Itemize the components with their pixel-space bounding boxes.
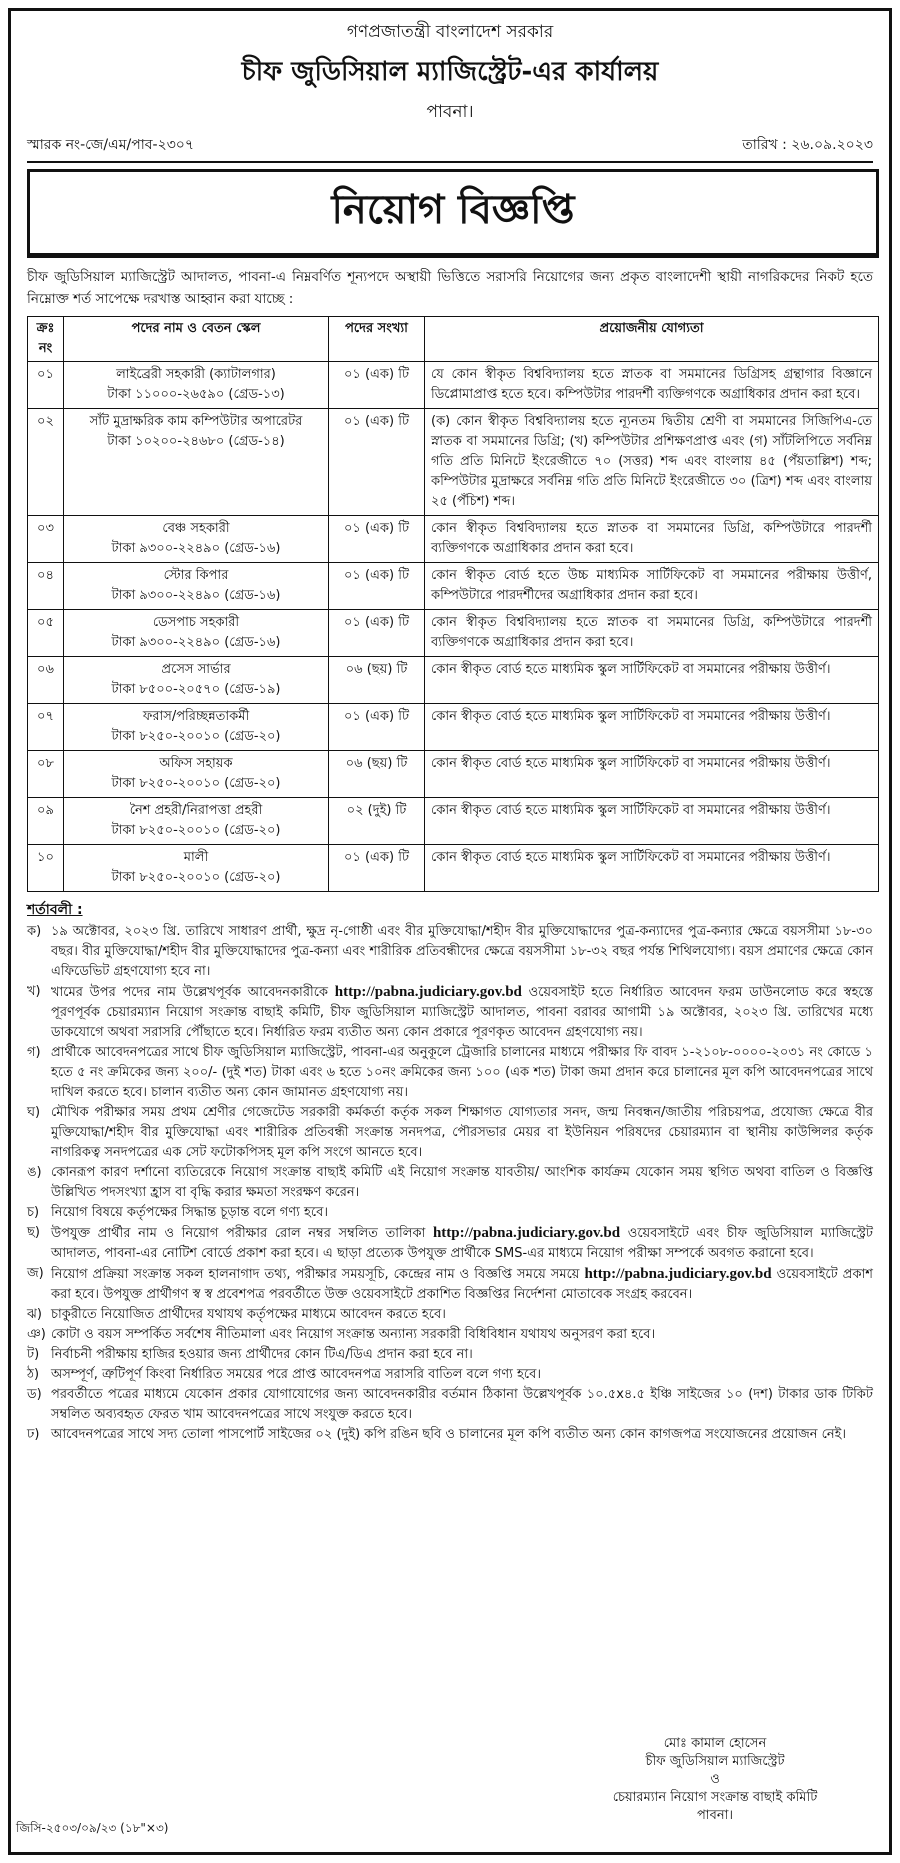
row-qualification: কোন স্বীকৃত বিশ্ববিদ্যালয় হতে স্নাতক বা সমমানের ডিগ্রি, কম্পিউটারে পারদর্শী ব্যক্তিগণকে অগ্রাধিকার প্রদান করা হবে। xyxy=(425,516,879,563)
condition-body xyxy=(51,1223,873,1264)
row-qualification: (ক) কোন স্বীকৃত বিশ্ববিদ্যালয় হতে ন্যূনতম দ্বিতীয় শ্রেণী বা সমমানের সিজিপিএ-তে স্নাতক বা সমমানের ডিগ্রি; (খ) কম্পিউটার প্রশিক্ষণপ্রাপ্ত এবং (গ) সাঁটলিপিতে সর্বনিম্ন গতি প্রতি মিনিটে ইংরেজীতে ৭০ (সত্তর) শব্দ এবং বাংলায় ৪৫ (পঁয়তাল্লিশ) শব্দ; কম্পিউটার মুদ্রাক্ষরে সর্বনিম্ন গতি প্রতি মিনিটে ইংরেজীতে ৩০ (ত্রিশ) শব্দ এবং বাংলায় ২৫ (পঁচিশ) শব্দ। xyxy=(425,409,879,516)
condition-text: মৌখিক পরীক্ষার সময় প্রথম শ্রেণীর গেজেটেড সরকারী কর্মকর্তা কর্তৃক সকল শিক্ষাগত যোগ্যতার সনদ, জন্ম নিবন্ধন/জাতীয় পরিচয়পত্র, প্রযোজ্য ক্ষেত্রে বীর মুক্তিযোদ্ধা/শহীদ বীর মুক্তিযোদ্ধা এবং শারীরিক প্রতিবন্ধী সংক্রান্ত সনদপত্র, পৌরসভার মেয়র বা ইউনিয়ন পরিষদের চেয়ারম্যান বা স্থানীয় কাউন্সিলর কর্তৃক নাগরিকত্ব সনদপত্রের এক সেট ফটোকপিসহ মূল কপি সংগে আনতে হবে। xyxy=(51,1105,873,1160)
pay-scale: টাকা ৯৩০০-২২৪৯০ (গ্রেড-১৬) xyxy=(111,635,281,650)
row-serial: ০১ xyxy=(28,362,64,409)
row-serial: ০৩ xyxy=(28,516,64,563)
signatory-and: ও xyxy=(710,1772,720,1787)
condition-marker: ঢ) xyxy=(27,1427,40,1442)
condition-marker: খ) xyxy=(27,984,41,999)
table-row xyxy=(28,516,879,563)
condition-text: আবেদনপত্রের সাথে সদ্য তোলা পাসপোর্ট সাইজের ০২ (দুই) কপি রঙিন ছবি ও চালানের মূল কপি ব্যতীত অন্য কোন কাগজপত্র সংযোজনের প্রয়োজন নেই। xyxy=(51,1427,847,1442)
condition-text-pre: খামের উপর পদের নাম উল্লেখপূর্বক আবেদনকারীকে xyxy=(51,985,335,1000)
pay-scale: টাকা ১১০০০-২৬৫৯০ (গ্রেড-১৩) xyxy=(107,387,285,402)
row-post xyxy=(64,362,329,409)
condition-item xyxy=(27,1163,873,1203)
condition-text: ১৯ অক্টোবর, ২০২৩ খ্রি. তারিখে সাধারণ প্রার্থী, ক্ষুদ্র নৃ-গোষ্ঠী এবং বীর মুক্তিযোদ্ধা/শহীদ বীর মুক্তিযোদ্ধাদের পুত্র-কন্যাদের পুত্র-কন্যার ক্ষেত্রে বয়সসীমা ১৮-৩০ বছর। বীর মুক্তিযোদ্ধা/শহীদ বীর মুক্তিযোদ্ধাদের পুত্র-কন্যা এবং শারীরিক প্রতিবন্ধীদের ক্ষেত্রে বয়সসীমা ১৮-৩২ বছর পর্যন্ত শিথিলযোগ্য। বয়স প্রমাণের ক্ষেত্রে কোন এফিডেভিট গ্রহণযোগ্য হবে না। xyxy=(51,924,873,979)
condition-item xyxy=(27,1365,873,1385)
table-row xyxy=(28,610,879,657)
header-count: পদের সংখ্যা xyxy=(329,317,425,362)
row-qualification: কোন স্বীকৃত বোর্ড হতে মাধ্যমিক স্কুল সার্টিফিকেট বা সমমানের পরীক্ষায় উত্তীর্ণ। xyxy=(425,657,879,704)
row-qualification: কোন স্বীকৃত বিশ্ববিদ্যালয় হতে স্নাতক বা সমমানের ডিগ্রি, কম্পিউটারে পারদর্শী ব্যক্তিগণকে অগ্রাধিকার প্রদান করা হবে। xyxy=(425,610,879,657)
conditions-heading: শর্তাবলী : xyxy=(27,902,83,918)
table-row xyxy=(28,704,879,751)
table-row xyxy=(28,751,879,798)
condition-item xyxy=(27,1264,873,1305)
row-post xyxy=(64,657,329,704)
row-serial: ০৬ xyxy=(28,657,64,704)
condition-item xyxy=(27,1325,873,1345)
condition-item xyxy=(27,1043,873,1103)
header-qualification: প্রয়োজনীয় যোগ্যতা xyxy=(425,317,879,362)
memo-number: স্মারক নং-জে/এম/পাব-২৩০৭ xyxy=(27,137,195,153)
condition-item xyxy=(27,1385,873,1425)
row-qualification: যে কোন স্বীকৃত বিশ্ববিদ্যালয় হতে স্নাতক বা সমমানের ডিগ্রিসহ গ্রন্থাগার বিজ্ঞানে ডিপ্লোমাপ্রাপ্ত হতে হবে। কম্পিউটার পারদর্শী ব্যক্তিগণকে অগ্রাধিকার প্রদান করা হবে। xyxy=(425,362,879,409)
row-post xyxy=(64,516,329,563)
condition-text: নিয়োগ বিষয়ে কর্তৃপক্ষের সিদ্ধান্ত চূড়ান্ত বলে গণ্য হবে। xyxy=(51,1205,328,1220)
row-serial: ০৪ xyxy=(28,563,64,610)
condition-marker: জ) xyxy=(27,1266,44,1281)
condition-text: অসম্পূর্ণ, ত্রুটিপূর্ণ কিংবা নির্ধারিত সময়ের পরে প্রাপ্ত আবেদনপত্র সরাসরি বাতিল বলে গণ্য হবে। xyxy=(51,1367,541,1382)
table-row xyxy=(28,845,879,892)
table-row xyxy=(28,362,879,409)
row-count: ০৬ (ছয়) টি xyxy=(329,657,425,704)
post-name: সাঁট মুদ্রাক্ষরিক কাম কম্পিউটার অপারেটর xyxy=(89,414,303,429)
header-post: পদের নাম ও বেতন স্কেল xyxy=(64,317,329,362)
row-post xyxy=(64,563,329,610)
row-post xyxy=(64,845,329,892)
pay-scale: টাকা ৮২৫০-২০০১০ (গ্রেড-২০) xyxy=(111,823,281,838)
row-qualification: কোন স্বীকৃত বোর্ড হতে মাধ্যমিক স্কুল সার্টিফিকেট বা সমমানের পরীক্ষায় উত্তীর্ণ। xyxy=(425,845,879,892)
notice-page xyxy=(8,8,892,1855)
condition-item xyxy=(27,1103,873,1163)
intro-paragraph: চীফ জুডিসিয়াল ম্যাজিস্ট্রেট আদালত, পাবনা-এ নিম্নবর্ণিত শূন্যপদে অস্থায়ী ভিত্তিতে সরাসরি নিয়োগের জন্য প্রকৃত বাংলাদেশী স্থায়ী নাগরিকদের নিকট হতে নিম্নোক্ত শর্ত সাপেক্ষে দরখাস্ত আহ্বান করা যাচ্ছে : xyxy=(27,269,873,307)
condition-item xyxy=(27,1425,873,1445)
condition-marker: চ) xyxy=(27,1205,40,1220)
post-name: স্টোর কিপার xyxy=(163,568,229,583)
table-header-row xyxy=(28,317,879,362)
signatory-name: মোঃ কামাল হোসেন xyxy=(663,1736,767,1751)
condition-text: নির্বাচনী পরীক্ষায় হাজির হওয়ার জন্য প্রার্থীদের কোন টিএ/ডিএ প্রদান করা হবে না। xyxy=(51,1347,473,1362)
government-name: গণপ্রজাতন্ত্রী বাংলাদেশ সরকার xyxy=(346,22,554,42)
row-serial: ০২ xyxy=(28,409,64,516)
post-name: লাইব্রেরী সহকারী (ক্যাটালগার) xyxy=(116,367,276,382)
row-qualification: কোন স্বীকৃত বোর্ড হতে উচ্চ মাধ্যমিক সার্টিফিকেট বা সমমানের পরীক্ষায় উত্তীর্ণ, কম্পিউটারে পারদর্শীদের অগ্রাধিকার প্রদান করা হবে। xyxy=(425,563,879,610)
condition-marker: ছ) xyxy=(27,1225,40,1240)
pay-scale: টাকা ১০২০০-২৪৬৮০ (গ্রেড-১৪) xyxy=(107,434,285,449)
row-count: ০১ (এক) টি xyxy=(329,704,425,751)
row-serial: ১০ xyxy=(28,845,64,892)
condition-marker: ঝ) xyxy=(27,1307,42,1322)
condition-text: পরবর্তীতে পত্রের মাধ্যমে যেকোন প্রকার যোগাযোগের জন্য আবেদনকারীর বর্তমান ঠিকানা উল্লেখপূর্বক ১০.৫x৪.৫ ইঞ্চি সাইজের ১০ (দশ) টাকার ডাক টিকিট সম্বলিত অব্যবহৃত ফেরত খাম আবেদনপত্রের সাথে সংযুক্ত করতে হবে। xyxy=(51,1387,873,1422)
row-post xyxy=(64,704,329,751)
condition-text: প্রার্থীকে আবেদনপত্রের সাথে চীফ জুডিসিয়াল ম্যাজিস্ট্রেট, পাবনা-এর অনুকূলে ট্রেজারি চালানের মাধ্যমে পরীক্ষার ফি বাবদ ১-২১০৮-০০০০-২০৩১ নং কোডে ১ হতে ৫ নং ক্রমিকের জন্য ২০০/- (দুই শত) টাকা এবং ৬ হতে ১০নং ক্রমিকের জন্য ১০০ (এক শত) টাকা জমা প্রদান করে চালানের মূল কপি আবেদনপত্রের সাথে দাখিল করতে হবে। চালান ব্যতীত অন্য কোন জামানত গ্রহণযোগ্য নয়। xyxy=(51,1045,873,1100)
row-count: ০২ (দুই) টি xyxy=(329,798,425,845)
pay-scale: টাকা ৮৫০০-২০৫৭০ (গ্রেড-১৯) xyxy=(111,682,281,697)
row-count: ০৬ (ছয়) টি xyxy=(329,751,425,798)
row-post xyxy=(64,751,329,798)
post-name: অফিস সহায়ক xyxy=(159,756,233,771)
condition-text: কোনরূপ কারণ দর্শানো ব্যতিরেকে নিয়োগ সংক্রান্ত বাছাই কমিটি এই নিয়োগ সংক্রান্ত যাবতীয়/ আংশিক কার্যক্রম যেকোন সময় স্থগিত অথবা বাতিল ও বিজ্ঞপ্তি উল্লিখিত পদসংখ্যা হ্রাস বা বৃদ্ধি করার ক্ষমতা সংরক্ষণ করেন। xyxy=(51,1165,873,1200)
memo-row xyxy=(27,133,873,163)
table-row xyxy=(28,798,879,845)
pay-scale: টাকা ৮২৫০-২০০১০ (গ্রেড-২০) xyxy=(111,729,281,744)
condition-text: ওয়েবসাইটে প্রকাশ করা হবে। উপযুক্ত প্রার্থীগণ স্ব স্ব প্রবেশপত্র পরবর্তীতে উক্ত ওয়েবসাইটে প্রকাশিত বিজ্ঞপ্তির নির্দেশনা মোতাবেক সংগ্রহ করবেন। xyxy=(51,1267,873,1302)
condition-text: ওয়েবসাইট হতে নির্ধারিত আবেদন ফরম ডাউনলোড করে স্বহস্তে পূরণপূর্বক চেয়ারম্যান নিয়োগ সংক্রান্ত বাছাই কমিটি, চীফ জুডিসিয়াল ম্যাজিস্ট্রেট আদালত, পাবনা বরাবর আগামী ১৯ অক্টোবর, ২০২৩ খ্রি. তারিখের মধ্যে ডাকযোগে অথবা সরাসরি পৌঁছাতে হবে। নির্ধারিত ফরম ব্যতীত অন্য কোন প্রকারে পূরণকৃত আবেদন গ্রহণযোগ্য নয়। xyxy=(51,985,873,1040)
website-link[interactable]: http://pabna.judiciary.gov.bd xyxy=(432,1225,621,1241)
row-post xyxy=(64,798,329,845)
signatory-city: পাবনা। xyxy=(696,1808,733,1823)
table-row xyxy=(28,409,879,516)
condition-text: চাকুরীতে নিয়োজিত প্রার্থীদের যথাযথ কর্তৃপক্ষের মাধ্যমে আবেদন করতে হবে। xyxy=(51,1307,446,1322)
row-qualification: কোন স্বীকৃত বোর্ড হতে মাধ্যমিক স্কুল সার্টিফিকেট বা সমমানের পরীক্ষায় উত্তীর্ণ। xyxy=(425,798,879,845)
condition-marker: ঙ) xyxy=(27,1165,42,1180)
row-qualification: কোন স্বীকৃত বোর্ড হতে মাধ্যমিক স্কুল সার্টিফিকেট বা সমমানের পরীক্ষায় উত্তীর্ণ। xyxy=(425,704,879,751)
row-post xyxy=(64,610,329,657)
row-qualification: কোন স্বীকৃত বোর্ড হতে মাধ্যমিক স্কুল সার্টিফিকেট বা সমমানের পরীক্ষায় উত্তীর্ণ। xyxy=(425,751,879,798)
website-link[interactable]: http://pabna.judiciary.gov.bd xyxy=(584,1266,772,1282)
signatory-committee: চেয়ারম্যান নিয়োগ সংক্রান্ত বাছাই কমিটি xyxy=(612,1790,818,1805)
table-row xyxy=(28,657,879,704)
post-name: ফরাস/পরিচ্ছন্নতাকর্মী xyxy=(142,709,250,724)
condition-item xyxy=(27,982,873,1043)
row-count: ০১ (এক) টি xyxy=(329,563,425,610)
condition-body xyxy=(51,1264,873,1305)
row-count: ০১ (এক) টি xyxy=(329,845,425,892)
condition-marker: ঠ) xyxy=(27,1367,40,1382)
row-count: ০১ (এক) টি xyxy=(329,516,425,563)
row-count: ০১ (এক) টি xyxy=(329,362,425,409)
row-post xyxy=(64,409,329,516)
vacancy-table xyxy=(27,316,879,892)
row-count: ০১ (এক) টি xyxy=(329,610,425,657)
website-link[interactable]: http://pabna.judiciary.gov.bd xyxy=(334,984,522,1000)
pay-scale: টাকা ৯৩০০-২২৪৯০ (গ্রেড-১৬) xyxy=(111,588,281,603)
condition-text-pre: নিয়োগ প্রক্রিয়া সংক্রান্ত সকল হালনাগাদ তথ্য, পরীক্ষার সময়সূচি, কেন্দ্রের নাম ও বিজ্ঞপ্তি সময়ে সময়ে xyxy=(51,1267,585,1282)
signatory-designation: চীফ জুডিসিয়াল ম্যাজিস্ট্রেট xyxy=(645,1754,785,1769)
condition-marker: ঘ) xyxy=(27,1105,41,1120)
notice-title: নিয়োগ বিজ্ঞপ্তি xyxy=(27,169,879,258)
row-serial: ০৫ xyxy=(28,610,64,657)
condition-text: ওয়েবসাইটে এবং চীফ জুডিসিয়াল ম্যাজিস্ট্রেট আদালত, পাবনা-এর নোটিশ বোর্ডে প্রকাশ করা হবে। এ ছাড়া প্রত্যেক উপযুক্ত প্রার্থীকে SMS-এর মাধ্যমে নিয়োগ পরীক্ষা সম্পর্কে অবগত করানো হবে। xyxy=(51,1226,873,1261)
condition-marker: ঞ) xyxy=(27,1327,46,1342)
pay-scale: টাকা ৮২৫০-২০০১০ (গ্রেড-২০) xyxy=(111,870,281,885)
office-city: পাবনা। xyxy=(426,102,474,122)
condition-item xyxy=(27,1203,873,1223)
post-name: প্রসেস সার্ভার xyxy=(161,662,231,677)
row-serial: ০৮ xyxy=(28,751,64,798)
row-count: ০১ (এক) টি xyxy=(329,409,425,516)
condition-body xyxy=(51,982,873,1043)
footer-code: জিসি-২৫০৩/০৯/২৩ (১৮"×৩) xyxy=(16,1821,169,1835)
condition-marker: ক) xyxy=(27,924,42,939)
post-name: বেঞ্চ সহকারী xyxy=(162,521,230,536)
pay-scale: টাকা ৯৩০০-২২৪৯০ (গ্রেড-১৬) xyxy=(111,541,281,556)
condition-item xyxy=(27,1305,873,1325)
condition-text-pre: উপযুক্ত প্রার্থীর নাম ও নিয়োগ পরীক্ষার রোল নম্বর সম্বলিত তালিকা xyxy=(51,1226,433,1241)
row-serial: ০৯ xyxy=(28,798,64,845)
post-name: নৈশ প্রহরী/নিরাপত্তা প্রহরী xyxy=(129,803,263,818)
memo-date: তারিখ : ২৬.০৯.২০২৩ xyxy=(742,137,873,153)
condition-marker: গ) xyxy=(27,1045,41,1060)
signature-block xyxy=(560,1735,870,1825)
condition-marker: ট) xyxy=(27,1347,40,1362)
header-serial: ক্রঃ নং xyxy=(28,317,64,362)
post-name: ডেসপাচ সহকারী xyxy=(152,615,240,630)
row-serial: ০৭ xyxy=(28,704,64,751)
office-name: চীফ জুডিসিয়াল ম্যাজিস্ট্রেট-এর কার্যালয় xyxy=(241,57,659,87)
pay-scale: টাকা ৮২৫০-২০০১০ (গ্রেড-২০) xyxy=(111,776,281,791)
condition-text: কোটা ও বয়স সম্পর্কিত সর্বশেষ নীতিমালা এবং নিয়োগ সংক্রান্ত অন্যান্য সরকারী বিধিবিধান যথাযথ অনুসরণ করা হবে। xyxy=(51,1327,656,1342)
condition-item xyxy=(27,1223,873,1264)
condition-item xyxy=(27,922,873,982)
condition-item xyxy=(27,1345,873,1365)
post-name: মালী xyxy=(183,850,209,865)
condition-marker: ড) xyxy=(27,1387,42,1402)
table-row xyxy=(28,563,879,610)
